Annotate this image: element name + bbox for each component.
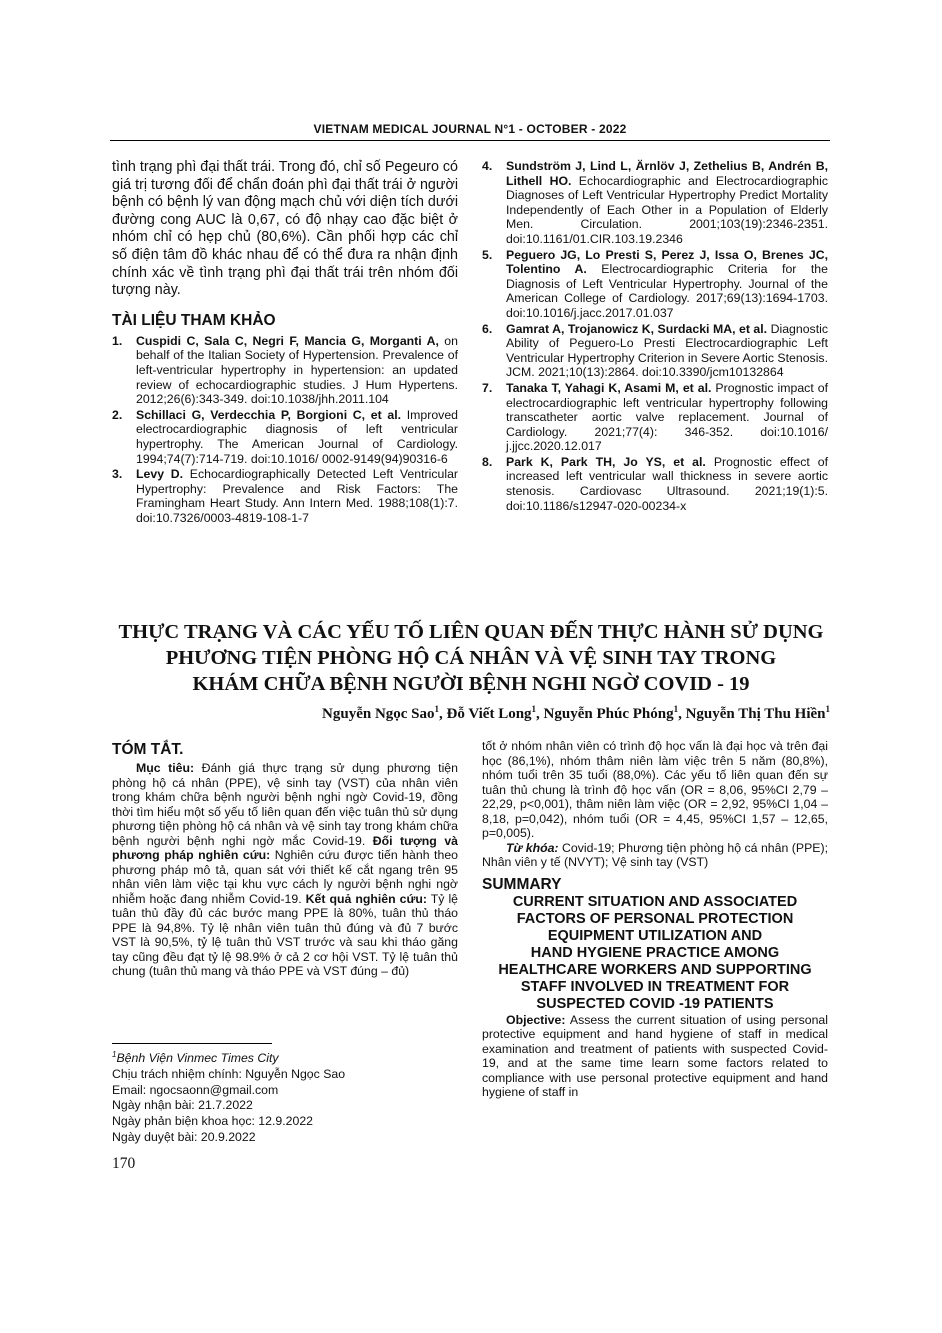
keywords: Từ khóa: Covid-19; Phương tiện phòng hộ cá nhân (PPE); Nhân viên y tế (NVYT); Vệ sinh tay (VST) — [482, 840, 828, 869]
abstract-heading: TÓM TẮT. — [112, 741, 184, 758]
summary-heading: SUMMARY — [482, 875, 562, 893]
references-heading: TÀI LIỆU THAM KHẢO — [112, 311, 276, 329]
reference-item: 1. Cuspidi C, Sala C, Negri F, Mancia G, Morganti A, on behalf of the Italian Society of Hypertension. Prevalence of left-ventricular hypertrophy in hypertension: an updated review of echocardiographic studies. J Hum Hypertens. 2012;26(6):343-349. doi:10.1038/jhh.2011.104 — [112, 333, 458, 407]
abstract-vi-continued: tốt ở nhóm nhân viên có trình độ học vấn là đại học và trên đại học (86,1%), nhóm thâm niên làm việc trên 5 năm (80,8%), nhóm tuổi trên 35 tuổi (88,0%). Các yếu tố liên quan đến sự tuân thủ chung là trình độ học vấn (OR = 8,06, 95%CI 2,79 – 22,29, p<0,001), thâm niên làm việc (OR = 2,92, 95%CI 1,04 – 8,18, p=0,042), nhóm tuổi (OR = 4,45, 95%CI 1,57 – 12,65, p=0,005). — [482, 739, 828, 840]
author-list: Nguyễn Ngọc Sao$^1$, Đỗ Viết Long$^1$, Nguyễn Phúc Phóng$^1$, Nguyễn Thị Thu Hiền$^1$ — [322, 704, 830, 722]
footnote: $^1$Bệnh Viện Vinmec Times City Chịu trách nhiệm chính: Nguyễn Ngọc Sao Email: ngocsaonn@gmail.com Ngày nhận bài: 21.7.2022 Ngày phản biện khoa học: 12.9.2022 Ngày duyệt bài: 20.9.2022 — [112, 1050, 346, 1145]
journal-header: VIETNAM MEDICAL JOURNAL N°1 - OCTOBER - 2022 — [313, 122, 627, 136]
abstract-right-column — [482, 739, 828, 1100]
article-title: THỰC TRẠNG VÀ CÁC YẾU TỐ LIÊN QUAN ĐẾN THỰC HÀNH SỬ DỤNG PHƯƠNG TIỆN PHÒNG HỘ CÁ NHÂN VÀ VỆ SINH TAY TRONG KHÁM CHỮA BỆNH NGƯỜI BỆNH NGHI NGỜ COVID - 19 — [118, 621, 824, 695]
top-left-column — [112, 159, 458, 526]
abstract-vi-column — [112, 741, 458, 979]
reference-item: 6. Gamrat A, Trojanowicz K, Surdacki MA, et al. Diagnostic Ability of Peguero-Lo Presti Electrocardiographic Left Ventricular Hypertrophy Criterion in Severe Aortic Stenosis. JCM. 2021;10(13):2864. doi:10.3390/jcm10132864 — [482, 321, 828, 380]
page-number: 170 — [112, 1155, 136, 1172]
references-list-right — [482, 159, 828, 513]
reference-item: 5. Peguero JG, Lo Presti S, Perez J, Issa O, Brenes JC, Tolentino A. Electrocardiographic Criteria for the Diagnosis of Left Ventricular Hypertrophy. Journal of the American College of Cardiology. 2017;69(13):1694-1703. doi:10.1016/j.jacc.2017.01.037 — [482, 247, 828, 320]
conclusion-paragraph: tình trạng phì đại thất trái. Trong đó, chỉ số Pegeuro có giá trị tương đối để chẩn đoán phì đại thất trái ở người bệnh có bệnh lý van động mạch chủ với diện tích dưới đường cong AUC là 0,67, có độ nhạy cao đặc biệt ở nhóm chỉ có hẹp chủ (80,6%). Cần phối hợp các chỉ số điện tâm đồ khác nhau để có thể đưa ra nhận định chính xác về tình trạng phì đại thất trái trên nhóm đối tượng này. — [112, 159, 458, 299]
reference-item: 3. Levy D. Echocardiographically Detected Left Ventricular Hypertrophy: Prevalence and Risk Factors: The Framingham Heart Study. Ann Intern Med. 1988;108(1):7. doi:10.7326/0003-4819-108-1-7 — [112, 467, 459, 525]
references-list-left — [112, 334, 458, 526]
reference-item: 8. Park K, Park TH, Jo YS, et al. Prognostic effect of increased left ventricular wall thickness in severe aortic stenosis. Cardiovasc Ultrasound. 2021;19(1):5. doi:10.1186/s12947-020-00234-x — [482, 454, 828, 513]
top-right-column — [482, 159, 828, 514]
summary-title: CURRENT SITUATION AND ASSOCIATED FACTORS OF PERSONAL PROTECTION EQUIPMENT UTILIZATION AND HAND HYGIENE PRACTICE AMONG HEALTHCARE WORKERS AND SUPPORTING STAFF INVOLVED IN TREATMENT FOR SUSPECTED COVID -19 PATIENTS — [498, 893, 812, 1012]
reference-item: 7. Tanaka T, Yahagi K, Asami M, et al. Prognostic impact of electrocardiographic left ventricular hypertrophy following transcatheter aortic valve replacement. Journal of Cardiology. 2021;77(4): 346-352. doi:10.1016/ j.jjcc.2020.12.017 — [482, 380, 828, 454]
summary-objective: Objective: Assess the current situation of using personal protective equipment and hand hygiene of staff in medical examination and treatment of patients with suspected Covid-19, and at the same time learn some factors related to compliance with use personal protective equipment and hand hygiene of staff in — [482, 1012, 828, 1099]
header-rule — [110, 140, 830, 141]
footnote-rule — [112, 1043, 272, 1044]
reference-item: 4. Sundström J, Lind L, Ärnlöv J, Zethelius B, Andrén B, Lithell HO. Echocardiographic and Electrocardiographic Diagnoses of Left Ventricular Hypertrophy Predict Mortality Independently of Each Other in a Population of Elderly Men. Circulation. 2001;103(19):2346-2351. doi:10.1161/01.CIR.103.19.2346 — [482, 159, 828, 246]
abstract-vi-body: Mục tiêu: Đánh giá thực trạng sử dụng phương tiện phòng hộ cá nhân (PPE), vệ sinh tay (VST) của nhân viên trong khám chữa bệnh người bệnh nghi ngờ Covid-19, đồng thời tìm hiểu một số yếu tố liên quan đến việc tuân thủ sử dụng phương tiện phòng hộ cá nhân và vệ sinh tay trong khám chữa bệnh người bệnh nghi ngờ mắc Covid-19. Đối tượng và phương pháp nghiên cứu: Nghiên cứu được tiến hành theo phương pháp mô tả, quan sát với thiết kế cắt ngang trên 95 nhân viên làm việc tại khu vực cách ly người bệnh nghi ngờ nhiễm hoặc đang nhiễm Covid-19. Kết quả nghiên cứu: Tỷ lệ tuân thủ đầy đủ các bước mang PPE là 80%, tuân thủ tháo PPE là 94,8%. Tỷ lệ nhân viên tuân thủ đúng và đủ 7 bước VST là 90,5%, tỷ lệ tuân thủ VST trước và sau khi tháo găng tay cũng đều đạt tỷ lệ 98.9% ở cả 2 cơ hội VST. Tỷ lệ tuân thủ chung (tuân thủ mang và tháo PPE và VST đúng – đủ) — [112, 761, 459, 978]
reference-item: 2. Schillaci G, Verdecchia P, Borgioni C, et al. Improved electrocardiographic diagnosis of left ventricular hypertrophy. The American Journal of Cardiology. 1994;74(7):714-719. doi:10.1016/ 0002-9149(94)90316-6 — [112, 407, 458, 466]
